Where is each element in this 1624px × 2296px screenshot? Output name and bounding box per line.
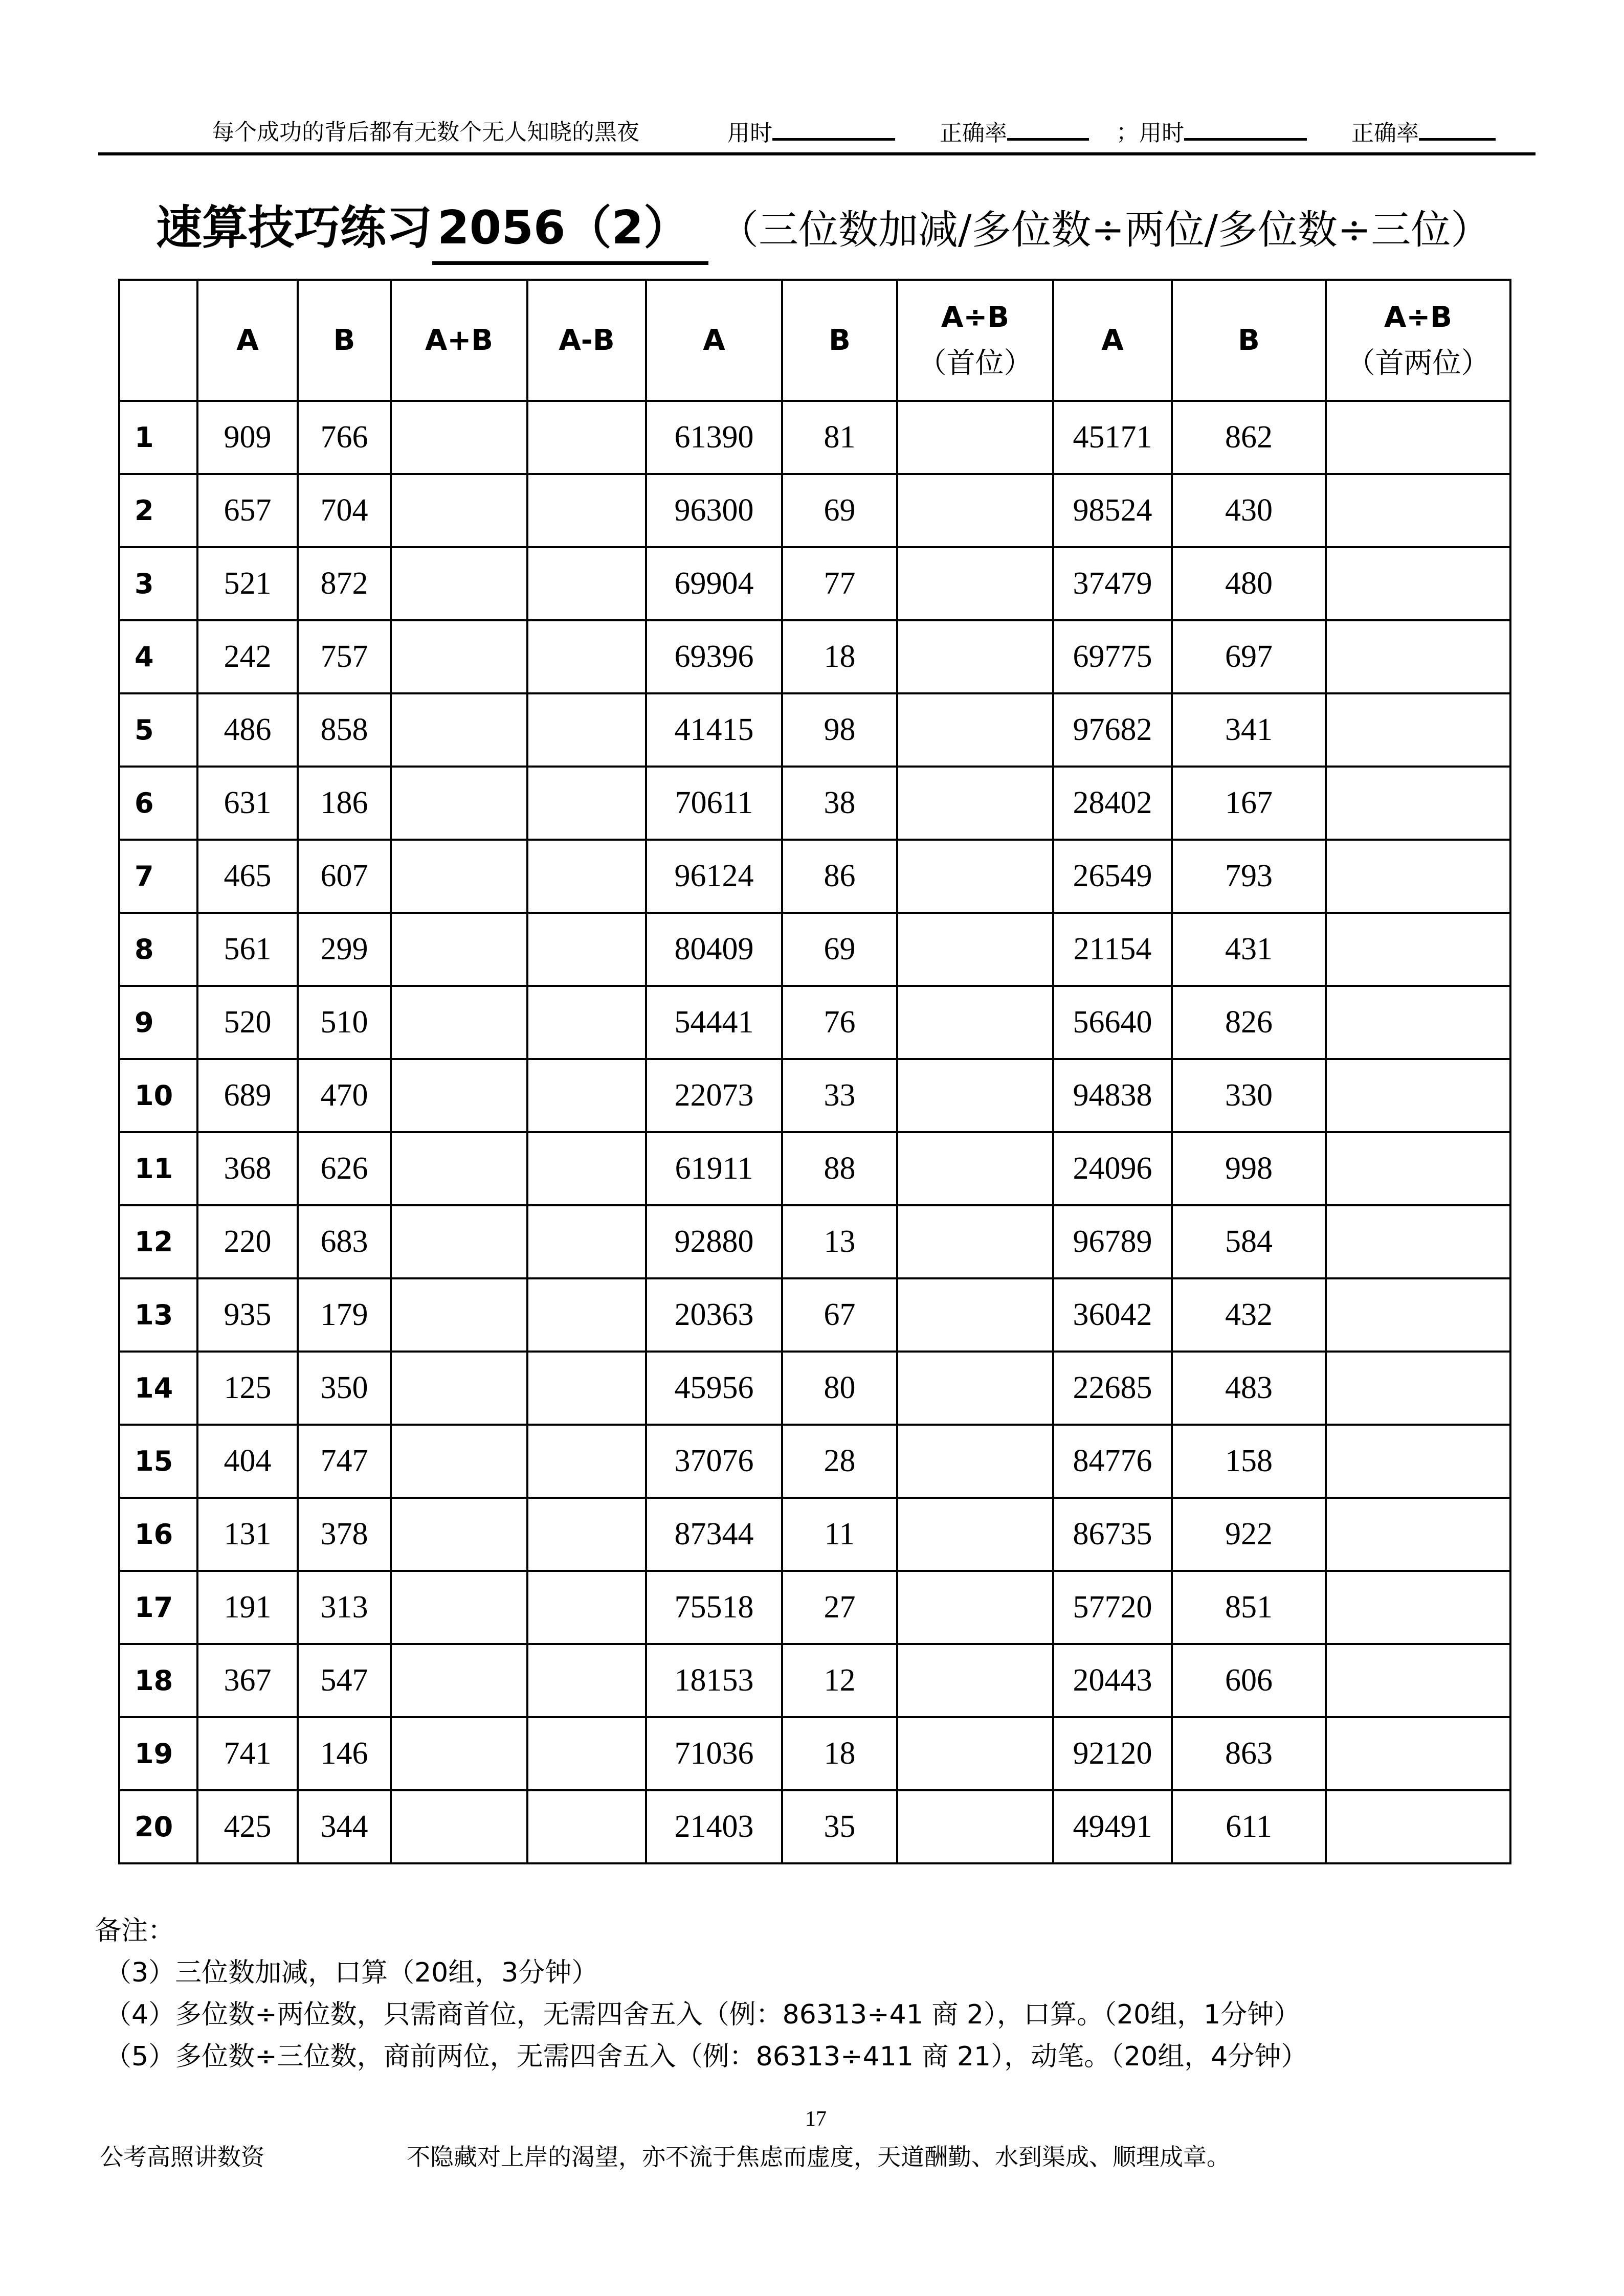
operand-cell-a1: 191 [197, 1571, 298, 1644]
operand-cell-a3: 28402 [1053, 767, 1172, 840]
row-number: 1 [119, 401, 197, 474]
answer-quotient-first-two-digits-cell[interactable] [1326, 1425, 1510, 1498]
operand-cell-b2: 27 [782, 1571, 897, 1644]
answer-sum-cell[interactable] [391, 1352, 527, 1425]
row-number: 16 [119, 1498, 197, 1571]
column-header [782, 280, 897, 401]
answer-diff-cell[interactable] [527, 1205, 646, 1278]
operand-cell-a1: 935 [197, 1278, 298, 1352]
table-row [119, 1132, 1510, 1205]
answer-diff-cell[interactable] [527, 767, 646, 840]
operand-cell-a2: 92880 [646, 1205, 782, 1278]
answer-quotient-first-digit-cell[interactable] [897, 620, 1053, 693]
answer-diff-cell[interactable] [527, 1717, 646, 1790]
operand-cell-b3: 851 [1172, 1571, 1326, 1644]
table-row [119, 1059, 1510, 1132]
row-number: 10 [119, 1059, 197, 1132]
operand-cell-a3: 20443 [1053, 1644, 1172, 1717]
operand-cell-a2: 54441 [646, 986, 782, 1059]
operand-cell-a3: 86735 [1053, 1498, 1172, 1571]
table-row [119, 1790, 1510, 1863]
operand-cell-a1: 404 [197, 1425, 298, 1498]
row-number: 18 [119, 1644, 197, 1717]
operand-cell-a3: 69775 [1053, 620, 1172, 693]
operand-cell-a1: 486 [197, 693, 298, 767]
operand-cell-b2: 28 [782, 1425, 897, 1498]
operand-cell-a3: 26549 [1053, 840, 1172, 913]
operand-cell-a3: 97682 [1053, 693, 1172, 767]
answer-diff-cell[interactable] [527, 1352, 646, 1425]
operand-cell-a2: 75518 [646, 1571, 782, 1644]
operand-cell-b3: 167 [1172, 767, 1326, 840]
answer-sum-cell[interactable] [391, 840, 527, 913]
answer-quotient-first-digit-cell[interactable] [897, 913, 1053, 986]
answer-sum-cell[interactable] [391, 1717, 527, 1790]
row-number: 2 [119, 474, 197, 547]
operand-cell-b3: 430 [1172, 474, 1326, 547]
accuracy-blank-2[interactable] [1419, 112, 1496, 141]
column-header-label: A÷B [1384, 300, 1452, 334]
answer-quotient-first-two-digits-cell[interactable] [1326, 474, 1510, 547]
table-row [119, 1425, 1510, 1498]
operand-cell-a1: 367 [197, 1644, 298, 1717]
operand-cell-b3: 826 [1172, 986, 1326, 1059]
table-row [119, 1644, 1510, 1717]
column-header-label: B [829, 323, 851, 357]
column-header [197, 280, 298, 401]
operand-cell-b1: 186 [298, 767, 391, 840]
operand-cell-a2: 96300 [646, 474, 782, 547]
operand-cell-b2: 33 [782, 1059, 897, 1132]
answer-diff-cell[interactable] [527, 693, 646, 767]
header-motto: 每个成功的背后都有无数个无人知晓的黑夜 [212, 119, 639, 145]
title-main: 速算技巧练习 [156, 200, 432, 255]
operand-cell-a3: 45171 [1053, 401, 1172, 474]
answer-diff-cell[interactable] [527, 1498, 646, 1571]
operand-cell-b2: 35 [782, 1790, 897, 1863]
answer-quotient-first-two-digits-cell[interactable] [1326, 1571, 1510, 1644]
answer-quotient-first-two-digits-cell[interactable] [1326, 1278, 1510, 1352]
answer-quotient-first-two-digits-cell[interactable] [1326, 1352, 1510, 1425]
operand-cell-a3: 92120 [1053, 1717, 1172, 1790]
answer-quotient-first-two-digits-cell[interactable] [1326, 1717, 1510, 1790]
operand-cell-a3: 98524 [1053, 474, 1172, 547]
accuracy-label-2: 正确率 [1351, 120, 1419, 146]
answer-quotient-first-digit-cell[interactable] [897, 693, 1053, 767]
operand-cell-a1: 521 [197, 547, 298, 620]
answer-quotient-first-digit-cell[interactable] [897, 840, 1053, 913]
answer-quotient-first-two-digits-cell[interactable] [1326, 1498, 1510, 1571]
operand-cell-a3: 37479 [1053, 547, 1172, 620]
operand-cell-b1: 344 [298, 1790, 391, 1863]
operand-cell-b2: 69 [782, 474, 897, 547]
row-number: 17 [119, 1571, 197, 1644]
operand-cell-b3: 863 [1172, 1717, 1326, 1790]
accuracy-label-1: 正确率 [940, 120, 1007, 146]
answer-quotient-first-two-digits-cell[interactable] [1326, 913, 1510, 986]
operand-cell-a3: 24096 [1053, 1132, 1172, 1205]
operand-cell-b1: 299 [298, 913, 391, 986]
column-header-label: A [1101, 323, 1124, 357]
answer-quotient-first-digit-cell[interactable] [897, 986, 1053, 1059]
operand-cell-a1: 220 [197, 1205, 298, 1278]
operand-cell-b1: 683 [298, 1205, 391, 1278]
operand-cell-a1: 909 [197, 401, 298, 474]
operand-cell-b3: 431 [1172, 913, 1326, 986]
column-header-label: B [1238, 323, 1260, 357]
page-header [98, 112, 1536, 155]
column-header [1172, 280, 1326, 401]
operand-cell-a2: 22073 [646, 1059, 782, 1132]
answer-quotient-first-digit-cell[interactable] [897, 474, 1053, 547]
answer-diff-cell[interactable] [527, 913, 646, 986]
operand-cell-b2: 81 [782, 401, 897, 474]
notes-label: 备注： [95, 1916, 175, 1946]
answer-diff-cell[interactable] [527, 474, 646, 547]
operand-cell-a1: 242 [197, 620, 298, 693]
operand-cell-a3: 96789 [1053, 1205, 1172, 1278]
operand-cell-a1: 425 [197, 1790, 298, 1863]
operand-cell-a2: 21403 [646, 1790, 782, 1863]
answer-sum-cell[interactable] [391, 474, 527, 547]
answer-quotient-first-two-digits-cell[interactable] [1326, 401, 1510, 474]
column-header-label: A÷B [941, 300, 1009, 334]
answer-sum-cell[interactable] [391, 1205, 527, 1278]
table-row [119, 620, 1510, 693]
answer-sum-cell[interactable] [391, 1425, 527, 1498]
answer-quotient-first-digit-cell[interactable] [897, 767, 1053, 840]
table-row [119, 1205, 1510, 1278]
operand-cell-b1: 858 [298, 693, 391, 767]
row-number: 9 [119, 986, 197, 1059]
accuracy-blank-1[interactable] [1007, 112, 1089, 141]
answer-sum-cell[interactable] [391, 401, 527, 474]
time-label-1: 用时 [727, 120, 772, 146]
answer-quotient-first-digit-cell[interactable] [897, 1571, 1053, 1644]
column-header [527, 280, 646, 401]
operand-cell-b1: 470 [298, 1059, 391, 1132]
answer-sum-cell[interactable] [391, 1498, 527, 1571]
answer-sum-cell[interactable] [391, 913, 527, 986]
operand-cell-b3: 341 [1172, 693, 1326, 767]
operand-cell-a3: 49491 [1053, 1790, 1172, 1863]
column-header-label: A-B [559, 323, 615, 357]
column-header-label: A [703, 323, 725, 357]
answer-diff-cell[interactable] [527, 1790, 646, 1863]
operand-cell-b2: 86 [782, 840, 897, 913]
row-number: 11 [119, 1132, 197, 1205]
table-row [119, 1717, 1510, 1790]
answer-diff-cell[interactable] [527, 547, 646, 620]
answer-diff-cell[interactable] [527, 840, 646, 913]
operand-cell-a2: 37076 [646, 1425, 782, 1498]
answer-quotient-first-two-digits-cell[interactable] [1326, 767, 1510, 840]
operand-cell-a2: 61390 [646, 401, 782, 474]
operand-cell-a2: 45956 [646, 1352, 782, 1425]
operand-cell-a2: 87344 [646, 1498, 782, 1571]
answer-sum-cell[interactable] [391, 1790, 527, 1863]
column-header [897, 280, 1053, 401]
answer-diff-cell[interactable] [527, 1644, 646, 1717]
row-number: 5 [119, 693, 197, 767]
operand-cell-a3: 36042 [1053, 1278, 1172, 1352]
operand-cell-a1: 465 [197, 840, 298, 913]
row-number: 7 [119, 840, 197, 913]
operand-cell-b2: 88 [782, 1132, 897, 1205]
operand-cell-b1: 607 [298, 840, 391, 913]
row-number: 20 [119, 1790, 197, 1863]
answer-quotient-first-digit-cell[interactable] [897, 1278, 1053, 1352]
answer-quotient-first-two-digits-cell[interactable] [1326, 840, 1510, 913]
table-row [119, 1352, 1510, 1425]
column-header [1053, 280, 1172, 401]
answer-diff-cell[interactable] [527, 1425, 646, 1498]
page-title [156, 194, 1490, 265]
row-number: 6 [119, 767, 197, 840]
operand-cell-b3: 584 [1172, 1205, 1326, 1278]
operand-cell-b2: 11 [782, 1498, 897, 1571]
time-blank-2[interactable] [1184, 112, 1307, 141]
column-header [391, 280, 527, 401]
operand-cell-b3: 330 [1172, 1059, 1326, 1132]
operand-cell-b2: 13 [782, 1205, 897, 1278]
table-row [119, 1498, 1510, 1571]
answer-sum-cell[interactable] [391, 1132, 527, 1205]
note-item: （3）三位数加减，口算（20组，3分钟） [105, 1957, 598, 1988]
time-field-2[interactable] [1139, 112, 1307, 153]
operand-cell-b1: 757 [298, 620, 391, 693]
row-number: 14 [119, 1352, 197, 1425]
answer-quotient-first-two-digits-cell[interactable] [1326, 1132, 1510, 1205]
operand-cell-b1: 378 [298, 1498, 391, 1571]
answer-quotient-first-digit-cell[interactable] [897, 1205, 1053, 1278]
answer-diff-cell[interactable] [527, 401, 646, 474]
operand-cell-b3: 998 [1172, 1132, 1326, 1205]
answer-diff-cell[interactable] [527, 1059, 646, 1132]
operand-cell-b1: 350 [298, 1352, 391, 1425]
operand-cell-a3: 22685 [1053, 1352, 1172, 1425]
table-row [119, 474, 1510, 547]
operand-cell-a2: 70611 [646, 767, 782, 840]
row-number: 12 [119, 1205, 197, 1278]
table-row [119, 840, 1510, 913]
row-number: 3 [119, 547, 197, 620]
operand-cell-a2: 80409 [646, 913, 782, 986]
column-header-sub: （首两位） [1346, 346, 1490, 380]
operand-cell-a1: 368 [197, 1132, 298, 1205]
title-code: 2056（2） [432, 195, 708, 265]
operand-cell-b2: 18 [782, 1717, 897, 1790]
answer-diff-cell[interactable] [527, 1571, 646, 1644]
operand-cell-a2: 71036 [646, 1717, 782, 1790]
operand-cell-a1: 520 [197, 986, 298, 1059]
operand-cell-b1: 626 [298, 1132, 391, 1205]
operand-cell-a1: 125 [197, 1352, 298, 1425]
operand-cell-b3: 480 [1172, 547, 1326, 620]
table-row [119, 401, 1510, 474]
operand-cell-a1: 631 [197, 767, 298, 840]
answer-quotient-first-two-digits-cell[interactable] [1326, 1059, 1510, 1132]
operand-cell-b3: 697 [1172, 620, 1326, 693]
answer-quotient-first-digit-cell[interactable] [897, 1132, 1053, 1205]
table-row [119, 1571, 1510, 1644]
operand-cell-b1: 872 [298, 547, 391, 620]
operand-cell-b2: 98 [782, 693, 897, 767]
operand-cell-b2: 80 [782, 1352, 897, 1425]
answer-quotient-first-digit-cell[interactable] [897, 401, 1053, 474]
operand-cell-a2: 41415 [646, 693, 782, 767]
title-subtitle: （三位数加减/多位数÷两位/多位数÷三位） [719, 207, 1491, 253]
answer-quotient-first-two-digits-cell[interactable] [1326, 547, 1510, 620]
operand-cell-a3: 94838 [1053, 1059, 1172, 1132]
operand-cell-a1: 131 [197, 1498, 298, 1571]
answer-quotient-first-two-digits-cell[interactable] [1326, 1790, 1510, 1863]
operand-cell-b3: 158 [1172, 1425, 1326, 1498]
answer-diff-cell[interactable] [527, 1278, 646, 1352]
answer-quotient-first-digit-cell[interactable] [897, 1498, 1053, 1571]
answer-sum-cell[interactable] [391, 1059, 527, 1132]
time-field-1[interactable] [727, 112, 895, 153]
row-number: 15 [119, 1425, 197, 1498]
operand-cell-a2: 61911 [646, 1132, 782, 1205]
table-header-row [119, 280, 1510, 401]
table-body [119, 401, 1510, 1863]
operand-cell-b1: 510 [298, 986, 391, 1059]
answer-quotient-first-two-digits-cell[interactable] [1326, 693, 1510, 767]
operand-cell-b2: 12 [782, 1644, 897, 1717]
column-header-label: A [236, 323, 259, 357]
operand-cell-b1: 747 [298, 1425, 391, 1498]
column-header [1326, 280, 1510, 401]
operand-cell-a2: 20363 [646, 1278, 782, 1352]
table-row [119, 1278, 1510, 1352]
answer-quotient-first-digit-cell[interactable] [897, 1059, 1053, 1132]
answer-sum-cell[interactable] [391, 1278, 527, 1352]
time-blank-1[interactable] [772, 112, 895, 141]
operand-cell-b3: 862 [1172, 401, 1326, 474]
answer-quotient-first-digit-cell[interactable] [897, 547, 1053, 620]
column-header [646, 280, 782, 401]
answer-sum-cell[interactable] [391, 1571, 527, 1644]
answer-diff-cell[interactable] [527, 1132, 646, 1205]
operand-cell-a3: 56640 [1053, 986, 1172, 1059]
operand-cell-a2: 69904 [646, 547, 782, 620]
table-row [119, 986, 1510, 1059]
operand-cell-b1: 179 [298, 1278, 391, 1352]
answer-sum-cell[interactable] [391, 693, 527, 767]
answer-sum-cell[interactable] [391, 767, 527, 840]
answer-sum-cell[interactable] [391, 620, 527, 693]
column-header-sub: （首位） [918, 346, 1033, 380]
operand-cell-b2: 76 [782, 986, 897, 1059]
answer-sum-cell[interactable] [391, 986, 527, 1059]
row-number: 13 [119, 1278, 197, 1352]
operand-cell-b2: 69 [782, 913, 897, 986]
answer-quotient-first-digit-cell[interactable] [897, 1717, 1053, 1790]
column-header [298, 280, 391, 401]
row-number: 19 [119, 1717, 197, 1790]
footer-left: 公考高照讲数资 [100, 2143, 264, 2171]
operand-cell-a1: 689 [197, 1059, 298, 1132]
operand-cell-b1: 704 [298, 474, 391, 547]
answer-quotient-first-digit-cell[interactable] [897, 1352, 1053, 1425]
accuracy-field-1[interactable] [940, 112, 1089, 153]
answer-quotient-first-two-digits-cell[interactable] [1326, 1205, 1510, 1278]
table-row [119, 547, 1510, 620]
time-label-2: 用时 [1139, 120, 1184, 146]
notes-section [95, 1910, 1307, 2078]
operand-cell-a3: 21154 [1053, 913, 1172, 986]
answer-quotient-first-two-digits-cell[interactable] [1326, 986, 1510, 1059]
answer-diff-cell[interactable] [527, 986, 646, 1059]
answer-sum-cell[interactable] [391, 547, 527, 620]
operand-cell-b1: 547 [298, 1644, 391, 1717]
answer-diff-cell[interactable] [527, 620, 646, 693]
answer-quotient-first-digit-cell[interactable] [897, 1425, 1053, 1498]
operand-cell-b2: 77 [782, 547, 897, 620]
operand-cell-b1: 146 [298, 1717, 391, 1790]
table-row [119, 693, 1510, 767]
row-number: 8 [119, 913, 197, 986]
column-header-label: A+B [425, 323, 493, 357]
operand-cell-a3: 84776 [1053, 1425, 1172, 1498]
operand-cell-a1: 741 [197, 1717, 298, 1790]
operand-cell-a1: 561 [197, 913, 298, 986]
table-row [119, 767, 1510, 840]
operand-cell-b3: 432 [1172, 1278, 1326, 1352]
operand-cell-a1: 657 [197, 474, 298, 547]
table-row [119, 913, 1510, 986]
operand-cell-a2: 18153 [646, 1644, 782, 1717]
operand-cell-b1: 313 [298, 1571, 391, 1644]
operand-cell-b2: 18 [782, 620, 897, 693]
operand-cell-b1: 766 [298, 401, 391, 474]
row-number: 4 [119, 620, 197, 693]
column-header [119, 280, 197, 401]
note-item: （4）多位数÷两位数，只需商首位，无需四舍五入（例：86313÷41 商 2），口算。（20组，1分钟） [105, 1999, 1301, 2030]
worksheet-table [118, 279, 1511, 1864]
page-number: 17 [805, 2107, 827, 2131]
operand-cell-b2: 38 [782, 767, 897, 840]
operand-cell-b3: 483 [1172, 1352, 1326, 1425]
accuracy-field-2[interactable] [1351, 112, 1496, 153]
answer-quotient-first-digit-cell[interactable] [897, 1644, 1053, 1717]
column-header-label: B [333, 323, 355, 357]
answer-quotient-first-two-digits-cell[interactable] [1326, 620, 1510, 693]
operand-cell-b3: 611 [1172, 1790, 1326, 1863]
answer-quotient-first-two-digits-cell[interactable] [1326, 1644, 1510, 1717]
operand-cell-a2: 96124 [646, 840, 782, 913]
answer-quotient-first-digit-cell[interactable] [897, 1790, 1053, 1863]
operand-cell-a2: 69396 [646, 620, 782, 693]
operand-cell-b3: 793 [1172, 840, 1326, 913]
operand-cell-a3: 57720 [1053, 1571, 1172, 1644]
answer-sum-cell[interactable] [391, 1644, 527, 1717]
operand-cell-b2: 67 [782, 1278, 897, 1352]
footer-right: 不隐藏对上岸的渴望，亦不流于焦虑而虚度，天道酬勤、水到渠成、顺理成章。 [407, 2143, 1230, 2171]
operand-cell-b3: 606 [1172, 1644, 1326, 1717]
operand-cell-b3: 922 [1172, 1498, 1326, 1571]
separator: ； [1116, 119, 1139, 145]
note-item: （5）多位数÷三位数，商前两位，无需四舍五入（例：86313÷411 商 21），动笔。（20组，4分钟） [105, 2041, 1308, 2072]
